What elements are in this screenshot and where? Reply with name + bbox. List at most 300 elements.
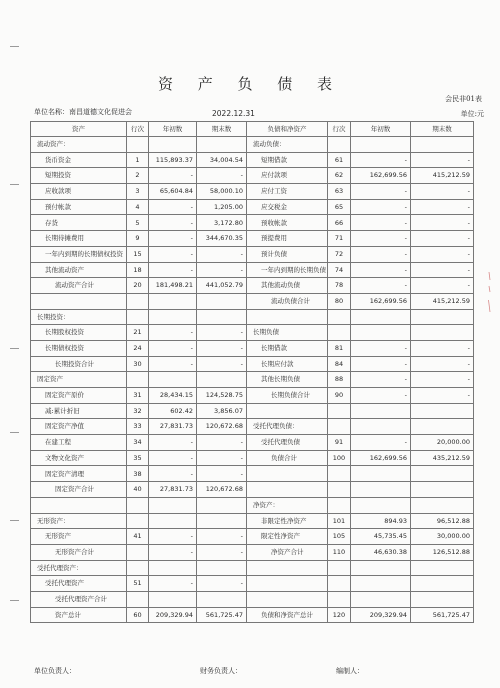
left-item-cell: 固定资产原价 bbox=[31, 388, 127, 404]
right-line-cell bbox=[328, 419, 351, 435]
left-line-cell: 18 bbox=[127, 262, 149, 278]
left-begin-cell bbox=[149, 309, 197, 325]
right-begin-cell bbox=[351, 419, 411, 435]
right-line-cell: 78 bbox=[328, 278, 351, 294]
table-row bbox=[31, 137, 474, 153]
right-line-cell: 88 bbox=[328, 372, 351, 388]
right-begin-cell: - bbox=[351, 152, 411, 168]
unit-name: 单位名称：南昌道德文化促进会 bbox=[34, 108, 132, 116]
header-cell: 行次 bbox=[328, 122, 351, 137]
left-item-cell: 货币资金 bbox=[31, 152, 127, 168]
left-item-cell: 流动资产合计 bbox=[31, 278, 127, 294]
right-line-cell: 61 bbox=[328, 152, 351, 168]
left-begin-cell bbox=[149, 591, 197, 607]
left-line-cell bbox=[127, 513, 149, 529]
right-end-cell: 561,725.47 bbox=[411, 607, 474, 623]
right-item-cell bbox=[247, 309, 328, 325]
right-begin-cell: 45,735.45 bbox=[351, 529, 411, 545]
left-end-cell: - bbox=[197, 466, 247, 482]
table-row bbox=[31, 497, 474, 513]
right-begin-cell: - bbox=[351, 262, 411, 278]
left-item-cell: 一年内到期的长期债权投资 bbox=[31, 246, 127, 262]
left-end-cell bbox=[197, 497, 247, 513]
left-begin-cell: 28,434.15 bbox=[149, 388, 197, 404]
left-line-cell: 30 bbox=[127, 356, 149, 372]
right-end-cell: - bbox=[411, 152, 474, 168]
left-begin-cell: - bbox=[149, 529, 197, 545]
right-end-cell bbox=[411, 482, 474, 498]
left-begin-cell: 209,329.94 bbox=[149, 607, 197, 623]
right-line-cell: 120 bbox=[328, 607, 351, 623]
left-line-cell: 33 bbox=[127, 419, 149, 435]
right-begin-cell bbox=[351, 576, 411, 592]
right-begin-cell: - bbox=[351, 356, 411, 372]
right-end-cell bbox=[411, 576, 474, 592]
right-begin-cell bbox=[351, 309, 411, 325]
binding-mark bbox=[10, 600, 19, 601]
left-begin-cell: - bbox=[149, 262, 197, 278]
right-item-cell: 流动负债： bbox=[247, 137, 328, 153]
right-begin-cell: - bbox=[351, 278, 411, 294]
right-begin-cell: - bbox=[351, 388, 411, 404]
right-item-cell: 受托代理负债： bbox=[247, 419, 328, 435]
right-end-cell: - bbox=[411, 231, 474, 247]
right-end-cell: - bbox=[411, 262, 474, 278]
right-line-cell: 72 bbox=[328, 246, 351, 262]
document-title: 资 产 负 债 表 bbox=[157, 75, 343, 93]
left-end-cell: 344,670.35 bbox=[197, 231, 247, 247]
currency-unit: 单位:元 bbox=[460, 110, 484, 118]
header-cell: 期末数 bbox=[411, 122, 474, 137]
left-begin-cell: - bbox=[149, 466, 197, 482]
right-end-cell: - bbox=[411, 199, 474, 215]
left-line-cell: 34 bbox=[127, 435, 149, 451]
report-date: 2022.12.31 bbox=[212, 109, 255, 118]
left-line-cell: 4 bbox=[127, 199, 149, 215]
left-line-cell bbox=[127, 293, 149, 309]
left-item-cell: 应收款项 bbox=[31, 184, 127, 200]
left-end-cell: - bbox=[197, 544, 247, 560]
left-end-cell bbox=[197, 513, 247, 529]
left-end-cell: 3,856.07 bbox=[197, 403, 247, 419]
left-line-cell: 40 bbox=[127, 482, 149, 498]
right-line-cell bbox=[328, 325, 351, 341]
header-cell: 年初数 bbox=[351, 122, 411, 137]
table-row bbox=[31, 388, 474, 404]
left-line-cell: 38 bbox=[127, 466, 149, 482]
right-line-cell: 80 bbox=[328, 293, 351, 309]
left-begin-cell: 602.42 bbox=[149, 403, 197, 419]
right-end-cell: 30,000.00 bbox=[411, 529, 474, 545]
left-end-cell: - bbox=[197, 246, 247, 262]
left-end-cell: 120,672.68 bbox=[197, 419, 247, 435]
left-line-cell: 2 bbox=[127, 168, 149, 184]
left-item-cell: 长期债权投资 bbox=[31, 340, 127, 356]
left-end-cell bbox=[197, 591, 247, 607]
left-line-cell bbox=[127, 560, 149, 576]
left-item-cell: 短期投资 bbox=[31, 168, 127, 184]
left-line-cell: 60 bbox=[127, 607, 149, 623]
right-line-cell bbox=[328, 576, 351, 592]
right-begin-cell bbox=[351, 497, 411, 513]
right-begin-cell: - bbox=[351, 372, 411, 388]
left-item-cell: 文物文化资产 bbox=[31, 450, 127, 466]
header-cell: 年初数 bbox=[149, 122, 197, 137]
right-line-cell bbox=[328, 482, 351, 498]
right-end-cell bbox=[411, 497, 474, 513]
left-line-cell: 5 bbox=[127, 215, 149, 231]
right-item-cell: 应付工资 bbox=[247, 184, 328, 200]
right-line-cell bbox=[328, 591, 351, 607]
left-begin-cell: - bbox=[149, 340, 197, 356]
left-line-cell bbox=[127, 372, 149, 388]
right-end-cell: 415,212.59 bbox=[411, 168, 474, 184]
right-end-cell bbox=[411, 137, 474, 153]
right-end-cell: 20,000.00 bbox=[411, 435, 474, 451]
right-item-cell bbox=[247, 560, 328, 576]
footer-preparer: 编制人： bbox=[336, 667, 364, 675]
table-row bbox=[31, 466, 474, 482]
right-item-cell: 长期应付款 bbox=[247, 356, 328, 372]
right-item-cell: 其他流动负债 bbox=[247, 278, 328, 294]
left-line-cell bbox=[127, 544, 149, 560]
table-row bbox=[31, 591, 474, 607]
left-item-cell: 存货 bbox=[31, 215, 127, 231]
right-item-cell: 长期借款 bbox=[247, 340, 328, 356]
footer-finance-head: 财务负责人： bbox=[200, 667, 242, 675]
left-end-cell: - bbox=[197, 356, 247, 372]
table-row bbox=[31, 450, 474, 466]
left-begin-cell: - bbox=[149, 576, 197, 592]
right-line-cell bbox=[328, 403, 351, 419]
right-item-cell: 应交税金 bbox=[247, 199, 328, 215]
right-item-cell bbox=[247, 576, 328, 592]
left-begin-cell: - bbox=[149, 435, 197, 451]
left-end-cell: 1,205.00 bbox=[197, 199, 247, 215]
right-begin-cell: 162,699.56 bbox=[351, 450, 411, 466]
right-line-cell bbox=[328, 560, 351, 576]
table-header-row bbox=[31, 122, 474, 137]
table-row bbox=[31, 246, 474, 262]
right-end-cell: - bbox=[411, 372, 474, 388]
left-item-cell: 受托代理资产 bbox=[31, 576, 127, 592]
table-row bbox=[31, 340, 474, 356]
table-row bbox=[31, 278, 474, 294]
table-row bbox=[31, 309, 474, 325]
table-row bbox=[31, 576, 474, 592]
right-item-cell: 非限定性净资产 bbox=[247, 513, 328, 529]
header-cell: 期末数 bbox=[197, 122, 247, 137]
left-item-cell bbox=[31, 497, 127, 513]
right-end-cell: - bbox=[411, 215, 474, 231]
right-line-cell: 105 bbox=[328, 529, 351, 545]
right-item-cell: 负债和净资产总计 bbox=[247, 607, 328, 623]
right-line-cell bbox=[328, 466, 351, 482]
table-row bbox=[31, 325, 474, 341]
left-begin-cell: - bbox=[149, 215, 197, 231]
left-begin-cell: 181,498.21 bbox=[149, 278, 197, 294]
right-line-cell: 63 bbox=[328, 184, 351, 200]
left-begin-cell: - bbox=[149, 199, 197, 215]
table-row bbox=[31, 513, 474, 529]
left-item-cell: 长期投资合计 bbox=[31, 356, 127, 372]
left-end-cell: - bbox=[197, 168, 247, 184]
left-end-cell: 561,725.47 bbox=[197, 607, 247, 623]
right-item-cell bbox=[247, 482, 328, 498]
right-begin-cell bbox=[351, 325, 411, 341]
left-begin-cell: 65,604.84 bbox=[149, 184, 197, 200]
table-row bbox=[31, 529, 474, 545]
right-begin-cell: 46,630.38 bbox=[351, 544, 411, 560]
left-item-cell: 无形资产 bbox=[31, 529, 127, 545]
right-begin-cell: - bbox=[351, 215, 411, 231]
right-end-cell: - bbox=[411, 340, 474, 356]
left-end-cell: - bbox=[197, 450, 247, 466]
right-begin-cell: 162,699.56 bbox=[351, 168, 411, 184]
left-line-cell: 24 bbox=[127, 340, 149, 356]
left-line-cell: 15 bbox=[127, 246, 149, 262]
right-end-cell: - bbox=[411, 184, 474, 200]
left-item-cell: 长期投资： bbox=[31, 309, 127, 325]
left-begin-cell: - bbox=[149, 168, 197, 184]
left-item-cell: 其他流动资产 bbox=[31, 262, 127, 278]
right-line-cell: 74 bbox=[328, 262, 351, 278]
right-line-cell bbox=[328, 137, 351, 153]
right-end-cell bbox=[411, 419, 474, 435]
right-line-cell: 101 bbox=[328, 513, 351, 529]
left-item-cell: 无形资产合计 bbox=[31, 544, 127, 560]
right-line-cell: 110 bbox=[328, 544, 351, 560]
left-line-cell: 20 bbox=[127, 278, 149, 294]
left-end-cell: 441,052.79 bbox=[197, 278, 247, 294]
left-line-cell: 21 bbox=[127, 325, 149, 341]
left-line-cell bbox=[127, 137, 149, 153]
header-cell: 资产 bbox=[31, 122, 127, 137]
right-begin-cell: 162,699.56 bbox=[351, 293, 411, 309]
right-item-cell: 流动负债合计 bbox=[247, 293, 328, 309]
left-item-cell: 固定资产 bbox=[31, 372, 127, 388]
right-item-cell: 预提费用 bbox=[247, 231, 328, 247]
right-line-cell: 81 bbox=[328, 340, 351, 356]
right-item-cell: 负债合计 bbox=[247, 450, 328, 466]
table-row bbox=[31, 544, 474, 560]
right-begin-cell: - bbox=[351, 340, 411, 356]
left-item-cell: 受托代理资产： bbox=[31, 560, 127, 576]
left-end-cell: - bbox=[197, 340, 247, 356]
right-end-cell bbox=[411, 466, 474, 482]
left-begin-cell: 27,831.73 bbox=[149, 482, 197, 498]
table-row bbox=[31, 372, 474, 388]
left-end-cell bbox=[197, 309, 247, 325]
left-item-cell: 在建工程 bbox=[31, 435, 127, 451]
right-begin-cell: - bbox=[351, 231, 411, 247]
right-item-cell: 长期负债 bbox=[247, 325, 328, 341]
left-end-cell: 34,004.54 bbox=[197, 152, 247, 168]
right-line-cell: 65 bbox=[328, 199, 351, 215]
left-item-cell: 长期股权投资 bbox=[31, 325, 127, 341]
left-begin-cell: 115,893.37 bbox=[149, 152, 197, 168]
left-line-cell: 1 bbox=[127, 152, 149, 168]
left-item-cell: 固定资产净值 bbox=[31, 419, 127, 435]
right-item-cell: 短期借款 bbox=[247, 152, 328, 168]
table-row bbox=[31, 356, 474, 372]
binding-mark bbox=[10, 348, 19, 349]
right-end-cell bbox=[411, 591, 474, 607]
table-row bbox=[31, 607, 474, 623]
left-end-cell: - bbox=[197, 262, 247, 278]
left-line-cell: 9 bbox=[127, 231, 149, 247]
right-end-cell: - bbox=[411, 278, 474, 294]
right-line-cell: 66 bbox=[328, 215, 351, 231]
right-line-cell: 62 bbox=[328, 168, 351, 184]
left-line-cell: 51 bbox=[127, 576, 149, 592]
right-item-cell: 受托代理负债 bbox=[247, 435, 328, 451]
left-line-cell: 32 bbox=[127, 403, 149, 419]
right-begin-cell bbox=[351, 482, 411, 498]
left-begin-cell: - bbox=[149, 325, 197, 341]
left-end-cell: 124,528.75 bbox=[197, 388, 247, 404]
header-cell: 负债和净资产 bbox=[247, 122, 328, 137]
left-begin-cell: - bbox=[149, 356, 197, 372]
right-end-cell bbox=[411, 560, 474, 576]
table-row bbox=[31, 215, 474, 231]
table-row bbox=[31, 482, 474, 498]
left-end-cell: 3,172.80 bbox=[197, 215, 247, 231]
left-line-cell bbox=[127, 497, 149, 513]
left-end-cell: - bbox=[197, 435, 247, 451]
left-item-cell: 预付帐款 bbox=[31, 199, 127, 215]
left-line-cell: 35 bbox=[127, 450, 149, 466]
left-line-cell bbox=[127, 309, 149, 325]
left-end-cell: 58,000.10 bbox=[197, 184, 247, 200]
right-item-cell: 一年内到期的长期负债 bbox=[247, 262, 328, 278]
right-begin-cell bbox=[351, 591, 411, 607]
right-item-cell: 预计负债 bbox=[247, 246, 328, 262]
table-row bbox=[31, 435, 474, 451]
left-begin-cell bbox=[149, 513, 197, 529]
left-end-cell: - bbox=[197, 325, 247, 341]
right-begin-cell: - bbox=[351, 184, 411, 200]
binding-mark bbox=[10, 520, 19, 521]
right-line-cell: 71 bbox=[328, 231, 351, 247]
table-row bbox=[31, 403, 474, 419]
right-begin-cell: 209,329.94 bbox=[351, 607, 411, 623]
left-item-cell: 无形资产： bbox=[31, 513, 127, 529]
left-item-cell: 固定资产合计 bbox=[31, 482, 127, 498]
right-item-cell: 净资产： bbox=[247, 497, 328, 513]
right-item-cell: 限定性净资产 bbox=[247, 529, 328, 545]
left-begin-cell: - bbox=[149, 544, 197, 560]
right-item-cell bbox=[247, 591, 328, 607]
table-row bbox=[31, 168, 474, 184]
right-end-cell: - bbox=[411, 356, 474, 372]
footer-unit-head: 单位负责人： bbox=[34, 667, 76, 675]
right-begin-cell bbox=[351, 560, 411, 576]
left-begin-cell bbox=[149, 372, 197, 388]
left-item-cell: 流动资产： bbox=[31, 137, 127, 153]
left-begin-cell bbox=[149, 560, 197, 576]
ink-mark bbox=[488, 272, 491, 314]
binding-mark bbox=[10, 184, 19, 185]
right-line-cell bbox=[328, 497, 351, 513]
left-line-cell: 3 bbox=[127, 184, 149, 200]
right-end-cell: 96,512.88 bbox=[411, 513, 474, 529]
left-end-cell bbox=[197, 293, 247, 309]
right-end-cell bbox=[411, 309, 474, 325]
right-line-cell: 91 bbox=[328, 435, 351, 451]
table-row bbox=[31, 262, 474, 278]
right-begin-cell: - bbox=[351, 199, 411, 215]
right-end-cell: 415,212.59 bbox=[411, 293, 474, 309]
table-row bbox=[31, 184, 474, 200]
right-item-cell: 长期负债合计 bbox=[247, 388, 328, 404]
right-line-cell: 84 bbox=[328, 356, 351, 372]
left-begin-cell bbox=[149, 293, 197, 309]
right-item-cell: 其他长期负债 bbox=[247, 372, 328, 388]
left-end-cell bbox=[197, 372, 247, 388]
left-begin-cell: - bbox=[149, 246, 197, 262]
table-row bbox=[31, 152, 474, 168]
table-row bbox=[31, 293, 474, 309]
right-begin-cell bbox=[351, 466, 411, 482]
right-end-cell bbox=[411, 325, 474, 341]
left-begin-cell bbox=[149, 137, 197, 153]
table-row bbox=[31, 419, 474, 435]
right-end-cell: - bbox=[411, 388, 474, 404]
left-item-cell: 资产总计 bbox=[31, 607, 127, 623]
left-item-cell: 固定资产清理 bbox=[31, 466, 127, 482]
left-end-cell: - bbox=[197, 576, 247, 592]
binding-mark bbox=[10, 432, 19, 433]
balance-sheet-table bbox=[30, 121, 474, 623]
left-line-cell: 31 bbox=[127, 388, 149, 404]
left-item-cell: 减:累计折旧 bbox=[31, 403, 127, 419]
right-item-cell bbox=[247, 403, 328, 419]
left-begin-cell: - bbox=[149, 450, 197, 466]
header-cell: 行次 bbox=[127, 122, 149, 137]
left-line-cell: 41 bbox=[127, 529, 149, 545]
left-item-cell bbox=[31, 293, 127, 309]
left-begin-cell: - bbox=[149, 231, 197, 247]
left-line-cell bbox=[127, 591, 149, 607]
table-row bbox=[31, 231, 474, 247]
right-begin-cell: - bbox=[351, 435, 411, 451]
table-row bbox=[31, 199, 474, 215]
right-item-cell: 净资产合计 bbox=[247, 544, 328, 560]
right-begin-cell bbox=[351, 137, 411, 153]
right-item-cell: 预收帐款 bbox=[247, 215, 328, 231]
right-end-cell: 126,512.88 bbox=[411, 544, 474, 560]
right-end-cell: - bbox=[411, 246, 474, 262]
right-begin-cell bbox=[351, 403, 411, 419]
right-end-cell bbox=[411, 403, 474, 419]
left-item-cell: 长期待摊费用 bbox=[31, 231, 127, 247]
right-line-cell bbox=[328, 309, 351, 325]
form-code: 会民非01表 bbox=[445, 95, 482, 103]
binding-mark bbox=[10, 46, 19, 47]
right-item-cell bbox=[247, 466, 328, 482]
left-end-cell: - bbox=[197, 529, 247, 545]
table-row bbox=[31, 560, 474, 576]
right-line-cell: 90 bbox=[328, 388, 351, 404]
right-item-cell: 应付款项 bbox=[247, 168, 328, 184]
right-line-cell: 100 bbox=[328, 450, 351, 466]
left-end-cell bbox=[197, 137, 247, 153]
right-begin-cell: - bbox=[351, 246, 411, 262]
left-end-cell: 120,672.68 bbox=[197, 482, 247, 498]
left-begin-cell bbox=[149, 497, 197, 513]
left-end-cell bbox=[197, 560, 247, 576]
